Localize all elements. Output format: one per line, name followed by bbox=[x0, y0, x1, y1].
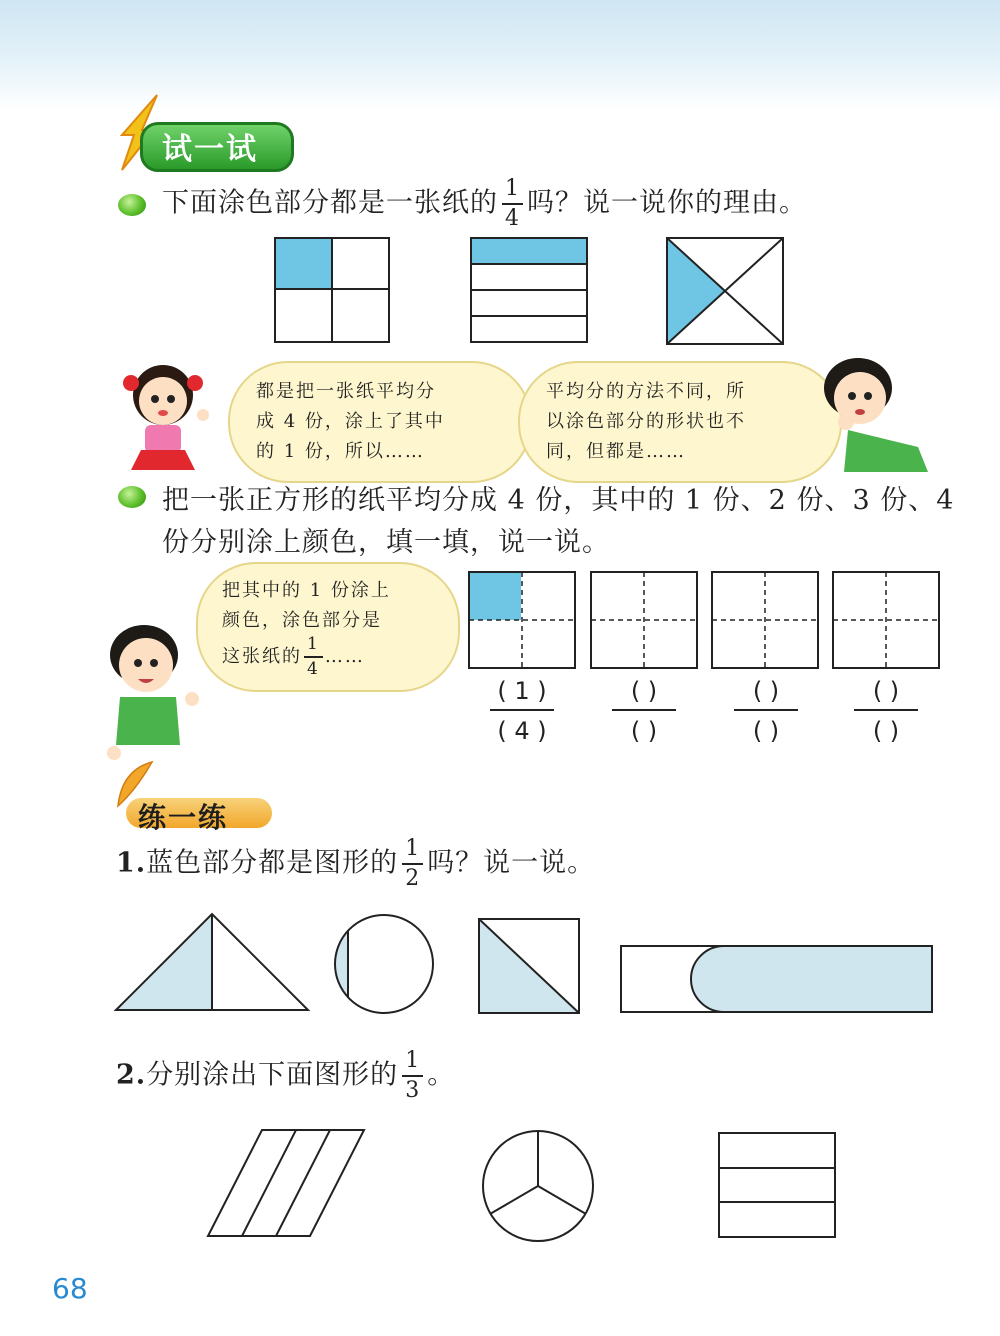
half-triangle-figure bbox=[114, 912, 310, 1012]
boy-speech-bubble: 平均分的方法不同，所 以涂色部分的形状也不 同，但都是…… bbox=[518, 361, 842, 483]
rectangle-semicircle-figure bbox=[620, 944, 934, 1014]
quarter-square-2 bbox=[590, 571, 698, 669]
fraction-blank-4[interactable]: ( ) ( ) bbox=[854, 677, 918, 745]
quarter-square-3 bbox=[711, 571, 819, 669]
boy-pointing-illustration bbox=[96, 615, 206, 765]
fraction-blank-3[interactable]: ( ) ( ) bbox=[734, 677, 798, 745]
question-1: 下面涂色部分都是一张纸的 $\frac{1}{4}$ 吗？说一说你的理由。 bbox=[162, 176, 807, 231]
parallelogram-thirds-figure bbox=[206, 1128, 366, 1238]
page-number: 68 bbox=[52, 1272, 88, 1305]
diagonal-quarter-figure bbox=[666, 237, 784, 345]
square-quarter-figure bbox=[274, 237, 390, 343]
rectangle-thirds-figure bbox=[718, 1132, 836, 1238]
fraction: $\frac{1}{2}$ bbox=[402, 838, 423, 890]
strip-quarter-figure bbox=[470, 237, 588, 343]
question-2-line-1: 把一张正方形的纸平均分成 4 份，其中的 1 份、2 份、3 份、4 bbox=[162, 485, 955, 516]
circle-thirds-figure bbox=[480, 1130, 598, 1242]
circle-segment-figure bbox=[332, 914, 436, 1014]
practice-question-1: 1.蓝色部分都是图形的 $\frac{1}{2}$ 吗？说一说。 bbox=[116, 836, 596, 891]
fraction: $\frac{1}{4}$ bbox=[304, 636, 323, 678]
fraction: $\frac{1}{4}$ bbox=[502, 178, 523, 230]
bullet-icon bbox=[118, 194, 146, 216]
girl-speech-bubble: 都是把一张纸平均分 成 4 份，涂上了其中 的 1 份，所以…… bbox=[228, 361, 532, 483]
quarter-square-1 bbox=[468, 571, 576, 669]
bullet-icon bbox=[118, 486, 146, 508]
practice-question-2: 2.分别涂出下面图形的 $\frac{1}{3}$ 。 bbox=[116, 1048, 456, 1103]
fraction: $\frac{1}{3}$ bbox=[402, 1050, 423, 1102]
quarter-square-4 bbox=[832, 571, 940, 669]
boy2-speech-bubble: 把其中的 1 份涂上 颜色，涂色部分是 这张纸的 $\frac{1}{4}$ …… bbox=[196, 562, 460, 692]
half-square-diagonal-figure bbox=[478, 918, 580, 1014]
fraction-blank-1[interactable]: ( 1 ) ( 4 ) bbox=[490, 677, 554, 745]
try-section-title: 试一试 bbox=[162, 132, 258, 167]
boy-character-illustration bbox=[808, 352, 938, 477]
page-header-background bbox=[0, 0, 1000, 110]
practice-section-title: 练一练 bbox=[138, 801, 229, 834]
question-2-line-2: 份分别涂上颜色，填一填，说一说。 bbox=[162, 527, 610, 558]
fraction-blank-2[interactable]: ( ) ( ) bbox=[612, 677, 676, 745]
girl-character-illustration bbox=[115, 355, 215, 475]
